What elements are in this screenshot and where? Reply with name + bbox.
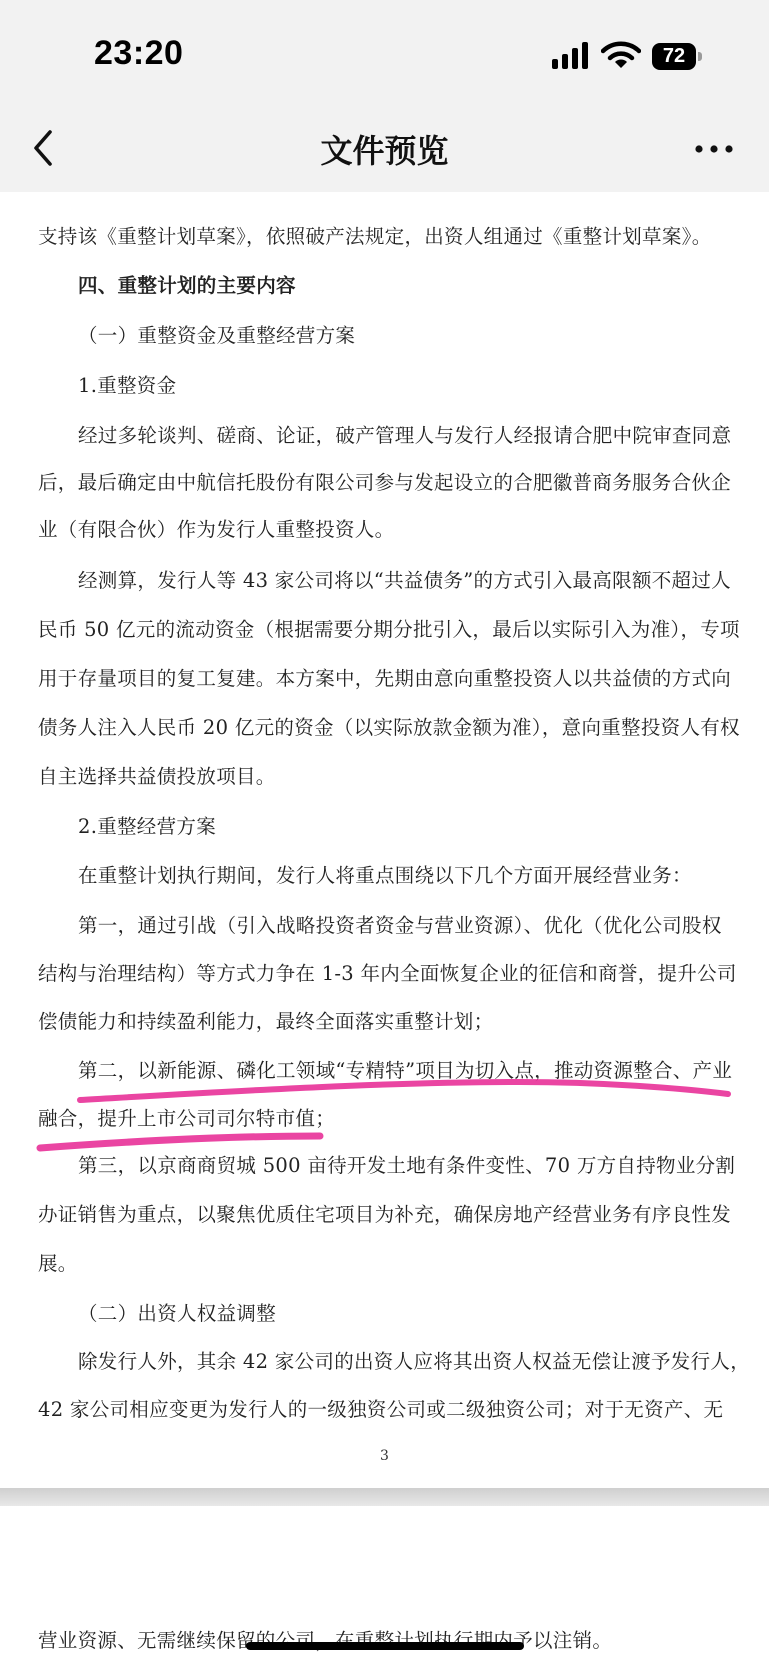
page-separator [0,1488,769,1506]
subsection-heading: （一）重整资金及重整经营方案 [78,324,356,347]
item-heading: 1.重整资金 [78,374,177,397]
page-number: 3 [380,1448,389,1464]
more-dots-icon[interactable] [694,134,734,164]
top-bar [0,0,769,192]
doc-line: 在重整计划执行期间，发行人将重点围绕以下几个方面开展经营业务： [78,864,692,887]
item-heading: 2.重整经营方案 [78,815,217,838]
page-title: 文件预览 [320,132,449,170]
wifi-icon [601,40,641,70]
doc-line: 经测算，发行人等 43 家公司将以“共益债务”的方式引入最高限额不超过人 [78,569,731,592]
highlighted-line: 第二，以新能源、磷化工领域“专精特”项目为切入点，推动资源整合、产业 [78,1059,733,1082]
highlighted-line: 融合，提升上市公司司尔特市值； [38,1107,336,1130]
doc-line: 民币 50 亿元的流动资金（根据需要分期分批引入，最后以实际引入为准），专项 [38,618,740,641]
doc-line: 42 家公司相应变更为发行人的一级独资公司或二级独资公司；对于无资产、无 [38,1398,724,1421]
cellular-signal-icon [551,42,591,70]
doc-line: 业（有限合伙）作为发行人重整投资人。 [38,518,395,541]
subsection-heading: （二）出资人权益调整 [78,1302,277,1325]
doc-line: 结构与治理结构）等方式力争在 1-3 年内全面恢复企业的征信和商誉，提升公司 [38,962,737,985]
doc-line: 债务人注入人民币 20 亿元的资金（以实际放款金额为准），意向重整投资人有权 [38,716,740,739]
next-page-line: 营业资源、无需继续保留的公司，在重整计划执行期内予以注销。 [38,1629,613,1652]
status-time: 23:20 [94,34,184,72]
doc-line: 自主选择共益债投放项目。 [38,765,276,788]
doc-line: 除发行人外，其余 42 家公司的出资人应将其出资人权益无偿让渡予发行人， [78,1350,751,1373]
battery-level: 72 [662,45,686,67]
doc-line: 偿债能力和持续盈利能力，最终全面落实重整计划； [38,1010,494,1033]
doc-line: 用于存量项目的复工复建。本方案中，先期由意向重整投资人以共益债的方式向 [38,667,732,690]
doc-line: 第一，通过引战（引入战略投资者资金与营业资源）、优化（优化公司股权 [78,914,722,937]
doc-line: 后，最后确定由中航信托股份有限公司参与发起设立的合肥徽普商务服务合伙企 [38,471,732,494]
battery-icon [652,43,702,70]
section-heading: 四、重整计划的主要内容 [78,274,296,297]
doc-line: 展。 [38,1252,78,1275]
doc-line: 支持该《重整计划草案》，依照破产法规定，出资人组通过《重整计划草案》。 [38,225,712,248]
doc-line: 第三，以京商商贸城 500 亩待开发土地有条件变性、70 万方自持物业分割 [78,1154,736,1177]
doc-line: 办证销售为重点，以聚焦优质住宅项目为补充，确保房地产经营业务有序良性发 [38,1203,732,1226]
doc-line: 经过多轮谈判、磋商、论证，破产管理人与发行人经报请合肥中院审查同意 [78,424,732,447]
